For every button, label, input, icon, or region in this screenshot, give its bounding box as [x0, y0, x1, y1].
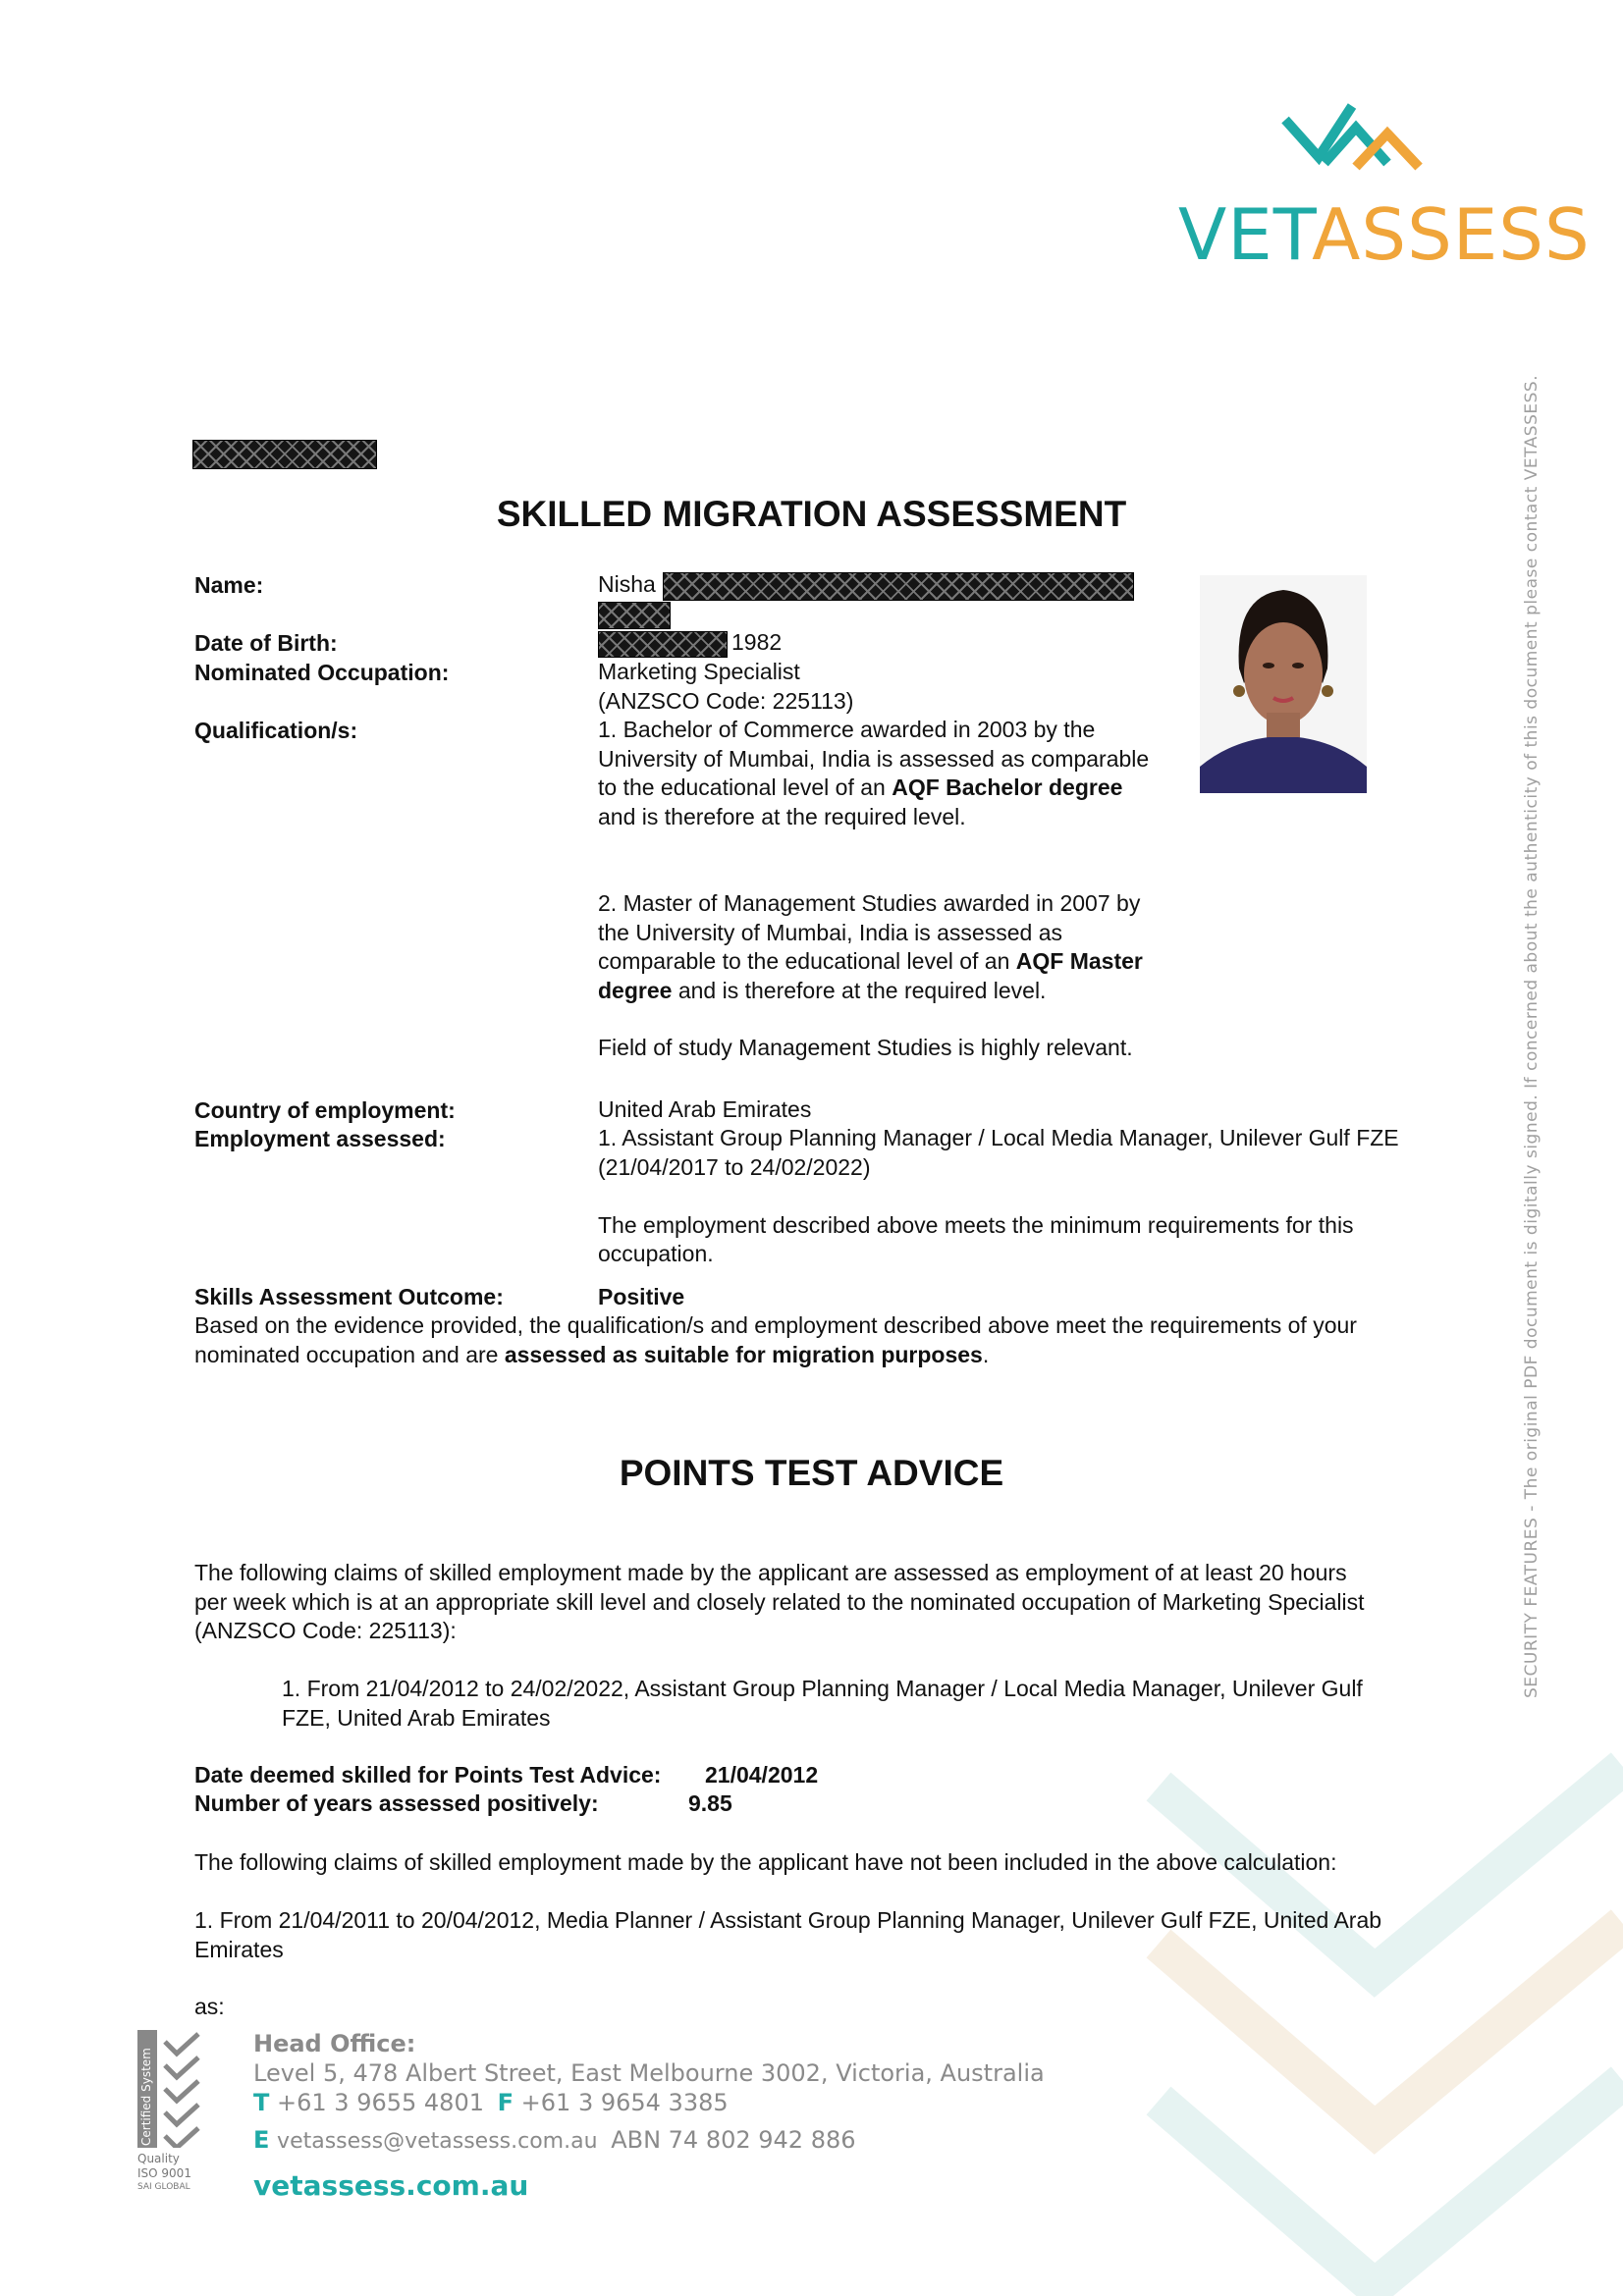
redacted-reference: [192, 440, 377, 469]
qual2-line4-bold: degree: [598, 977, 673, 1003]
qual1-line3-text: to the educational level of an: [598, 774, 893, 800]
cert-iso: ISO 9001: [137, 2166, 191, 2180]
occupation-code: (ANZSCO Code: 225113): [598, 688, 854, 714]
employment-note2: occupation.: [598, 1241, 714, 1266]
years-label: Number of years assessed positively:: [194, 1790, 599, 1816]
dob-label: Date of Birth:: [194, 630, 338, 656]
redacted-dob: [598, 631, 728, 658]
employment-line1: 1. Assistant Group Planning Manager / Local Media Manager, Unilever Gulf FZE: [598, 1125, 1399, 1150]
phone-fax-line: [253, 2089, 729, 2116]
qual1-line2: University of Mumbai, India is assessed as comparable: [598, 745, 1150, 772]
as-text: as:: [194, 1994, 225, 2019]
outcome-line2-bold: assessed as suitable for migration purposes: [504, 1341, 983, 1367]
redacted-name-2: [598, 602, 671, 629]
qual1-line4: and is therefore at the required level.: [598, 803, 966, 829]
page-title: SKILLED MIGRATION ASSESSMENT: [496, 494, 1127, 534]
qual2-line4: [598, 977, 1187, 1006]
employment-label: Employment assessed:: [194, 1126, 446, 1151]
qual2-line4-text: and is therefore at the required level.: [672, 977, 1047, 1003]
years-value: 9.85: [688, 1790, 732, 1816]
qualifications-label: Qualification/s:: [194, 718, 358, 743]
date-deemed-value: 21/04/2012: [705, 1762, 819, 1788]
qual1-line1: 1. Bachelor of Commerce awarded in 2003 by the: [598, 717, 1096, 742]
excluded-claim-1: [194, 1906, 1471, 1964]
outcome-line2: [194, 1341, 1471, 1370]
qual2-line1: 2. Master of Management Studies awarded in 2007 by: [598, 890, 1141, 916]
logo-wordmark: [1178, 193, 1591, 276]
claim1-line2: FZE, United Arab Emirates: [282, 1704, 551, 1731]
phone-letter: T: [253, 2089, 270, 2116]
occupation-label: Nominated Occupation:: [194, 660, 450, 685]
qual1-line3-bold: AQF Bachelor degree: [892, 774, 1123, 800]
country-value: United Arab Emirates: [598, 1096, 812, 1122]
website-link[interactable]: vetassess.com.au: [253, 2169, 529, 2202]
points-claim-1: [282, 1675, 1509, 1733]
employment-value: [598, 1124, 1482, 1269]
logo-chevron-icon: [1281, 98, 1429, 191]
phone-number: +61 3 9655 4801: [277, 2089, 484, 2116]
redacted-name: [663, 572, 1134, 601]
head-office-address: Level 5, 478 Albert Street, East Melbourne 3002, Victoria, Australia: [253, 2059, 1045, 2087]
cert-sai: SAI GLOBAL: [137, 2182, 190, 2192]
points-intro: [194, 1559, 1471, 1646]
points-title: POINTS TEST ADVICE: [619, 1453, 1004, 1493]
email-link[interactable]: vetassess@vetassess.com.au: [277, 2129, 598, 2154]
cert-quality: Quality: [137, 2152, 180, 2165]
points-intro-line3: (ANZSCO Code: 225113):: [194, 1618, 457, 1643]
name-label: Name:: [194, 572, 264, 598]
qualification-1: [598, 716, 1187, 831]
fax-number: +61 3 9654 3385: [520, 2089, 729, 2116]
claim1-line1: 1. From 21/04/2012 to 24/02/2022, Assistant Group Planning Manager / Local Media Manager, Unilever Gulf: [282, 1676, 1363, 1701]
outcome-line2-text: nominated occupation and are: [194, 1341, 505, 1367]
excluded1-line2: Emirates: [194, 1936, 284, 1962]
field-of-study: Field of study Management Studies is highly relevant.: [598, 1035, 1133, 1060]
fax-letter: F: [497, 2089, 514, 2116]
date-deemed-label: Date deemed skilled for Points Test Advice:: [194, 1762, 662, 1788]
country-label: Country of employment:: [194, 1097, 456, 1123]
cert-vertical-text: Certified System: [139, 2048, 153, 2146]
name-value: Nisha: [598, 571, 656, 597]
qual2-line3-text: comparable to the educational level of an: [598, 948, 1016, 974]
occupation-value: Marketing Specialist: [598, 659, 800, 684]
email-letter: E: [253, 2126, 270, 2154]
points-intro-line1: The following claims of skilled employment made by the applicant are assessed as employment of at least 20 hours: [194, 1560, 1347, 1585]
outcome-line2-end: .: [982, 1341, 990, 1367]
check-icons: [159, 2030, 216, 2148]
dob-year: 1982: [731, 629, 783, 655]
excluded1-line1: 1. From 21/04/2011 to 20/04/2012, Media Planner / Assistant Group Planning Manager, Unilever Gulf FZE, United Arab: [194, 1907, 1382, 1933]
excluded-intro: The following claims of skilled employment made by the applicant have not been included in the above calculation:: [194, 1849, 1337, 1875]
qual2-line3-bold: AQF Master: [1015, 948, 1143, 974]
watermark-chevrons: [1129, 1747, 1623, 2296]
qualification-2: [598, 889, 1187, 1005]
points-intro-line2: per week which is at an appropriate skill level and closely related to the nominated occupation of Marketing Specialist: [194, 1588, 1365, 1615]
head-office-label: Head Office:: [253, 2030, 416, 2057]
outcome-value: Positive: [598, 1284, 685, 1309]
qual2-line3: [598, 947, 1187, 977]
email-abn-line: [253, 2126, 856, 2154]
outcome-line1: Based on the evidence provided, the qualification/s and employment described above meet the requirements of your: [194, 1312, 1357, 1338]
logo-assess: ASSESS: [1312, 193, 1591, 276]
outcome-label: Skills Assessment Outcome:: [194, 1284, 504, 1309]
logo-vet: VET: [1178, 193, 1313, 276]
employment-note1: The employment described above meets the minimum requirements for this: [598, 1211, 1354, 1238]
applicant-photo: [1200, 575, 1367, 793]
outcome-text: [194, 1311, 1471, 1369]
iso-cert-badge: [137, 2030, 216, 2197]
abn: ABN 74 802 942 886: [611, 2126, 856, 2154]
qual2-line2: the University of Mumbai, India is assessed as: [598, 919, 1062, 945]
security-features-text: SECURITY FEATURES - The original PDF document is digitally signed. If concerned about the authenticity of this document please contact VETASSESS.: [1522, 374, 1542, 1698]
qual1-line3: [598, 774, 1187, 803]
employment-line2: (21/04/2017 to 24/02/2022): [598, 1153, 871, 1180]
